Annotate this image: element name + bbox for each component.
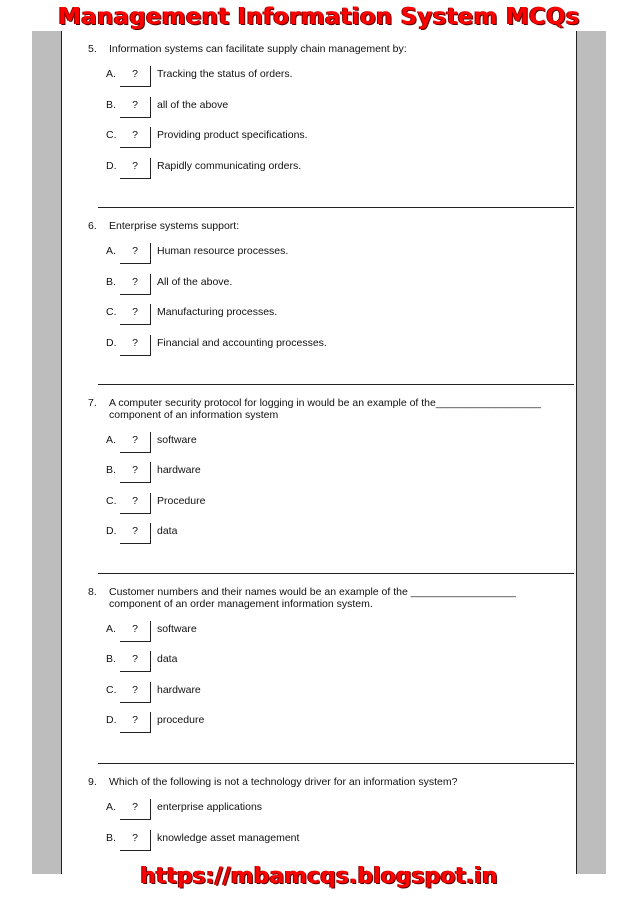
question-text: Which of the following is not a technology driver for an information system?: [109, 776, 458, 788]
option-letter: B.: [106, 653, 116, 665]
option-a[interactable]: [106, 432, 197, 454]
option-letter: B.: [106, 99, 116, 111]
answer-box[interactable]: ?: [120, 621, 151, 642]
option-text: hardware: [157, 684, 201, 696]
question-text-continued: component of an order management information system.: [109, 598, 373, 610]
option-a[interactable]: [106, 243, 288, 265]
answer-box[interactable]: ?: [120, 799, 151, 820]
option-c[interactable]: [106, 493, 205, 515]
question-divider: [98, 763, 574, 764]
option-text: Financial and accounting processes.: [157, 337, 327, 349]
option-b[interactable]: [106, 274, 232, 296]
option-letter: C.: [106, 495, 117, 507]
answer-box[interactable]: ?: [120, 304, 151, 325]
option-letter: D.: [106, 160, 117, 172]
question-8: [88, 586, 558, 726]
option-letter: A.: [106, 623, 116, 635]
option-text: Human resource processes.: [157, 245, 289, 257]
question-divider: [98, 384, 574, 385]
option-b[interactable]: [106, 97, 228, 119]
option-text: Tracking the status of orders.: [157, 68, 293, 80]
option-text: Providing product specifications.: [157, 129, 308, 141]
answer-box[interactable]: ?: [120, 651, 151, 672]
option-c[interactable]: [106, 127, 308, 149]
question-text: A computer security protocol for logging in would be an example of the__________________: [109, 397, 541, 409]
option-d[interactable]: [106, 523, 177, 545]
question-text: Information systems can facilitate supply chain management by:: [109, 43, 407, 55]
right-rule: [576, 31, 577, 874]
option-text: knowledge asset management: [157, 832, 300, 844]
question-number: 6.: [88, 220, 97, 232]
answer-box[interactable]: ?: [120, 335, 151, 356]
question-number: 5.: [88, 43, 97, 55]
option-text: software: [157, 623, 197, 635]
question-text: Enterprise systems support:: [109, 220, 240, 232]
option-letter: C.: [106, 306, 117, 318]
question-text: Customer numbers and their names would be an example of the __________________: [109, 586, 516, 598]
option-letter: D.: [106, 525, 117, 537]
option-a[interactable]: [106, 799, 262, 821]
option-letter: D.: [106, 714, 117, 726]
option-letter: A.: [106, 245, 116, 257]
left-rule: [61, 31, 62, 874]
answer-box[interactable]: ?: [120, 493, 151, 514]
answer-box[interactable]: ?: [120, 432, 151, 453]
option-text: software: [157, 434, 197, 446]
option-letter: B.: [106, 464, 116, 476]
answer-box[interactable]: ?: [120, 682, 151, 703]
answer-box[interactable]: ?: [120, 243, 151, 264]
question-divider: [98, 207, 574, 208]
option-text: enterprise applications: [157, 801, 263, 813]
right-margin-band: [577, 31, 606, 874]
answer-box[interactable]: ?: [120, 830, 151, 851]
footer-url[interactable]: https://mbamcqs.blogspot.in: [140, 864, 498, 889]
answer-box[interactable]: ?: [120, 127, 151, 148]
option-text: all of the above: [157, 99, 229, 111]
page-title: Management Information System MCQs: [58, 4, 580, 30]
option-c[interactable]: [106, 304, 277, 326]
answer-box[interactable]: ?: [120, 158, 151, 179]
option-letter: C.: [106, 129, 117, 141]
option-c[interactable]: [106, 682, 201, 704]
option-text: hardware: [157, 464, 201, 476]
option-text: data: [157, 525, 178, 537]
answer-box[interactable]: ?: [120, 274, 151, 295]
answer-box[interactable]: ?: [120, 97, 151, 118]
option-d[interactable]: [106, 712, 204, 734]
option-a[interactable]: [106, 66, 293, 88]
option-b[interactable]: [106, 830, 299, 852]
question-number: 7.: [88, 397, 97, 409]
option-letter: A.: [106, 68, 116, 80]
answer-box[interactable]: ?: [120, 66, 151, 87]
question-number: 9.: [88, 776, 97, 788]
answer-box[interactable]: ?: [120, 462, 151, 483]
option-text: Manufacturing processes.: [157, 306, 278, 318]
option-letter: C.: [106, 684, 117, 696]
option-b[interactable]: [106, 462, 201, 484]
option-letter: A.: [106, 434, 116, 446]
question-divider: [98, 573, 574, 574]
answer-box[interactable]: ?: [120, 712, 151, 733]
question-number: 8.: [88, 586, 97, 598]
option-letter: B.: [106, 276, 116, 288]
option-text: Rapidly communicating orders.: [157, 160, 302, 172]
option-text: data: [157, 653, 178, 665]
question-text-continued: component of an information system: [109, 409, 279, 421]
option-b[interactable]: [106, 651, 177, 673]
option-letter: D.: [106, 337, 117, 349]
question-9: [88, 776, 558, 844]
option-text: procedure: [157, 714, 205, 726]
question-5: [88, 43, 558, 172]
left-margin-band: [32, 31, 61, 874]
question-6: [88, 220, 558, 349]
answer-box[interactable]: ?: [120, 523, 151, 544]
option-text: Procedure: [157, 495, 206, 507]
option-letter: A.: [106, 801, 116, 813]
option-a[interactable]: [106, 621, 197, 643]
option-d[interactable]: [106, 335, 327, 357]
option-letter: B.: [106, 832, 116, 844]
question-7: [88, 397, 558, 537]
option-d[interactable]: [106, 158, 301, 180]
option-text: All of the above.: [157, 276, 233, 288]
